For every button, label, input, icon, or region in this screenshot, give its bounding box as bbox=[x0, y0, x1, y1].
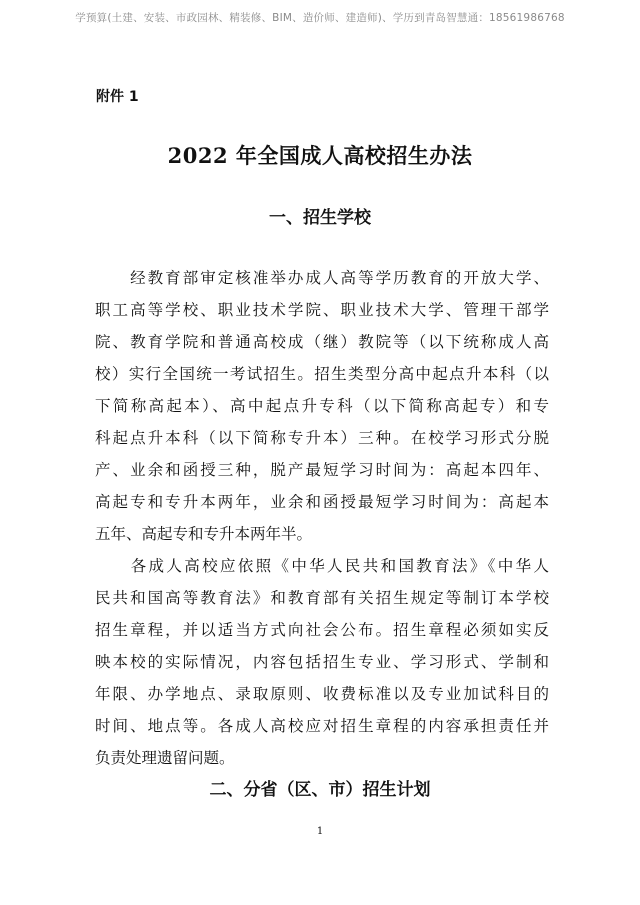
text-line: 校）实行全国统一考试招生。招生类型分高中起点升本科（以 bbox=[95, 365, 549, 383]
text-line: 院、教育学院和普通高校成（继）教院等（以下统称成人高 bbox=[95, 333, 549, 351]
text-line: 年限、办学地点、录取原则、收费标准以及专业加试科目的 bbox=[95, 685, 549, 703]
paragraph-1 bbox=[95, 262, 549, 550]
text-line: 下简称高起本）、高中起点升专科（以下简称高起专）和专 bbox=[95, 397, 549, 415]
text-line: 各成人高校应依照《中华人民共和国教育法》《中华人 bbox=[95, 557, 549, 575]
text-line: 时间、地点等。各成人高校应对招生章程的内容承担责任并 bbox=[95, 717, 549, 735]
paragraph-2 bbox=[95, 550, 549, 774]
page-number: 1 bbox=[316, 826, 324, 837]
document-title: 2022 年全国成人高校招生办法 bbox=[167, 143, 473, 168]
text-line: 经教育部审定核准举办成人高等学历教育的开放大学、 bbox=[95, 269, 549, 287]
text-line: 科起点升本科（以下简称专升本）三种。在校学习形式分脱 bbox=[95, 429, 549, 447]
page-header-ad: 学预算(土建、安装、市政园林、精装修、BIM、造价师、建造师)、学历到青岛智慧通：18561986768 bbox=[75, 12, 565, 24]
text-line: 映本校的实际情况，内容包括招生专业、学习形式、学制和 bbox=[95, 653, 549, 671]
text-line: 负责处理遗留问题。 bbox=[95, 749, 235, 767]
text-line: 民共和国高等教育法》和教育部有关招生规定等制订本学校 bbox=[95, 589, 549, 607]
text-line: 职工高等学校、职业技术学院、职业技术大学、管理干部学 bbox=[95, 301, 549, 319]
text-line: 招生章程，并以适当方式向社会公布。招生章程必须如实反 bbox=[95, 621, 549, 639]
text-line: 产、业余和函授三种，脱产最短学习时间为：高起本四年、 bbox=[95, 461, 549, 479]
section-heading-1: 一、招生学校 bbox=[269, 208, 371, 228]
text-line: 五年、高起专和专升本两年半。 bbox=[95, 525, 313, 543]
text-line: 高起专和专升本两年，业余和函授最短学习时间为：高起本 bbox=[95, 493, 549, 511]
section-heading-2: 二、分省（区、市）招生计划 bbox=[209, 780, 431, 800]
attachment-label: 附件 1 bbox=[96, 89, 139, 105]
